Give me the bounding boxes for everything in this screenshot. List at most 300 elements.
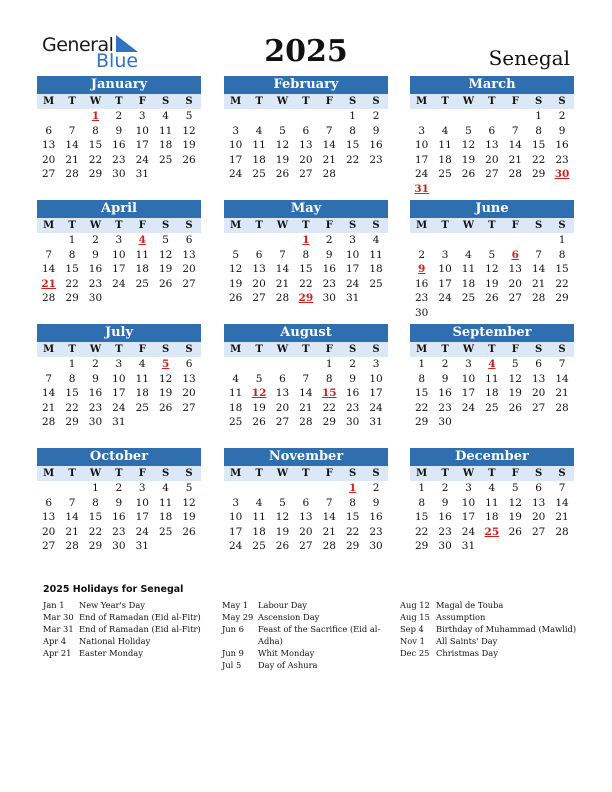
day: 20 — [42, 525, 56, 538]
empty-day — [480, 109, 503, 124]
day: 2 — [441, 358, 449, 370]
day: 6 — [535, 358, 542, 370]
day: 18 — [135, 387, 149, 400]
day: 21 — [555, 511, 569, 524]
day: 29 — [88, 168, 103, 181]
weekday-label: F — [138, 220, 146, 231]
day: 19 — [461, 153, 476, 166]
month-title: March — [410, 76, 574, 94]
weekday-label: T — [488, 220, 496, 231]
holiday-day: 1 — [302, 234, 310, 246]
day: 10 — [461, 496, 476, 509]
weekday-header — [410, 218, 574, 233]
holiday-name: Ascension Day — [258, 612, 320, 622]
day: 23 — [369, 525, 383, 538]
day: 28 — [531, 292, 546, 305]
weekday-label: W — [276, 468, 289, 479]
weekday-label: S — [558, 96, 566, 107]
day: 12 — [275, 139, 290, 152]
day: 26 — [229, 292, 243, 305]
day: 2 — [372, 482, 380, 494]
day: 29 — [65, 292, 79, 305]
day: 8 — [302, 248, 310, 261]
holiday-row — [400, 635, 580, 647]
day: 29 — [88, 540, 103, 553]
month-april — [37, 200, 201, 306]
day: 15 — [345, 511, 360, 524]
day: 22 — [345, 525, 360, 538]
empty-day — [37, 233, 60, 248]
day: 12 — [182, 124, 196, 137]
weekday-header — [410, 466, 574, 481]
day: 25 — [485, 401, 499, 414]
day-grid — [37, 481, 201, 554]
holiday-row — [222, 611, 382, 623]
day: 19 — [158, 263, 173, 276]
day: 21 — [299, 401, 313, 414]
day: 15 — [345, 139, 360, 152]
day: 15 — [415, 387, 429, 400]
day: 19 — [182, 139, 196, 152]
weekday-label: S — [535, 96, 543, 107]
holiday-name: New Year's Day — [79, 600, 145, 610]
day: 5 — [465, 124, 472, 137]
day: 16 — [112, 139, 126, 152]
day: 7 — [535, 248, 542, 261]
day: 21 — [322, 525, 336, 538]
weekday-label: S — [162, 220, 170, 231]
holiday-date: Aug 15 — [400, 612, 430, 622]
weekday-label: T — [302, 344, 310, 355]
day: 16 — [555, 139, 569, 152]
holiday-day: 21 — [41, 277, 56, 290]
holiday-row — [400, 647, 580, 659]
holiday-date: Aug 12 — [400, 600, 430, 610]
day: 27 — [275, 416, 290, 429]
day: 31 — [345, 292, 360, 305]
day-grid — [410, 481, 574, 554]
day: 9 — [115, 124, 123, 137]
holiday-day: 6 — [511, 248, 519, 261]
day: 4 — [162, 110, 169, 122]
weekday-label: M — [230, 468, 242, 479]
day: 23 — [369, 153, 383, 166]
day: 15 — [65, 387, 79, 400]
day: 2 — [115, 482, 123, 494]
holiday-day: 4 — [488, 358, 496, 370]
empty-day — [224, 357, 247, 372]
day: 24 — [229, 168, 243, 181]
month-july — [37, 324, 201, 430]
day: 26 — [485, 292, 499, 305]
holiday-date: May 29 — [222, 612, 254, 622]
day: 19 — [158, 387, 173, 400]
day: 18 — [485, 387, 499, 400]
day: 20 — [299, 525, 313, 538]
day: 27 — [485, 168, 499, 181]
month-march — [410, 76, 574, 197]
empty-day — [480, 233, 503, 248]
holiday-row — [43, 647, 208, 659]
day: 19 — [275, 153, 290, 166]
day: 10 — [112, 372, 126, 385]
month-november — [224, 448, 388, 554]
weekday-label: W — [89, 96, 102, 107]
day: 29 — [345, 540, 360, 553]
weekday-label: T — [255, 468, 263, 479]
empty-day — [224, 233, 247, 248]
day: 24 — [461, 401, 476, 414]
empty-day — [271, 481, 294, 496]
holiday-name: All Saints' Day — [436, 636, 498, 646]
day: 27 — [299, 168, 313, 181]
holiday-day: 29 — [298, 292, 314, 305]
day-grid — [410, 109, 574, 197]
weekday-label: W — [462, 344, 475, 355]
day: 21 — [555, 387, 569, 400]
day: 22 — [415, 525, 429, 538]
holiday-day: 4 — [138, 234, 146, 246]
weekday-label: S — [372, 344, 380, 355]
empty-day — [294, 109, 317, 124]
day: 13 — [252, 263, 266, 276]
day: 17 — [112, 387, 126, 400]
day: 22 — [345, 153, 360, 166]
day: 28 — [508, 168, 522, 181]
empty-day — [318, 109, 341, 124]
weekday-label: T — [68, 468, 76, 479]
weekday-label: W — [462, 220, 475, 231]
day: 8 — [349, 124, 356, 137]
weekday-label: F — [325, 220, 333, 231]
weekday-label: F — [325, 344, 333, 355]
day: 1 — [68, 234, 76, 246]
day: 23 — [88, 277, 103, 290]
day: 18 — [158, 511, 173, 524]
weekday-header — [37, 466, 201, 481]
weekday-label: F — [511, 344, 519, 355]
day: 3 — [441, 248, 449, 261]
day: 12 — [485, 263, 499, 276]
day: 22 — [415, 401, 429, 414]
day: 25 — [229, 416, 243, 429]
holiday-date: Jul 5 — [222, 660, 242, 670]
weekday-label: S — [185, 220, 193, 231]
day: 25 — [158, 525, 173, 538]
day: 22 — [322, 401, 336, 414]
weekday-label: S — [372, 468, 380, 479]
month-title: December — [410, 448, 574, 466]
day: 12 — [229, 263, 243, 276]
day: 25 — [135, 401, 149, 414]
month-title: January — [37, 76, 201, 94]
day: 15 — [415, 511, 429, 524]
day: 10 — [229, 511, 243, 524]
day: 10 — [438, 263, 452, 276]
day: 1 — [349, 110, 356, 122]
holiday-row — [43, 635, 208, 647]
month-august — [224, 324, 388, 430]
day: 29 — [65, 416, 79, 429]
weekday-label: S — [185, 96, 193, 107]
month-february — [224, 76, 388, 182]
day: 18 — [158, 139, 173, 152]
month-june — [410, 200, 574, 321]
day: 17 — [229, 153, 243, 166]
day: 9 — [441, 496, 449, 509]
day: 13 — [299, 139, 313, 152]
day: 20 — [299, 153, 313, 166]
day: 20 — [42, 153, 56, 166]
day: 29 — [415, 416, 429, 429]
day: 16 — [345, 387, 360, 400]
day: 14 — [531, 263, 546, 276]
weekday-label: S — [349, 96, 357, 107]
weekday-label: T — [488, 468, 496, 479]
day: 8 — [535, 124, 542, 137]
weekday-label: S — [535, 344, 543, 355]
day: 25 — [252, 540, 266, 553]
day: 18 — [135, 263, 149, 276]
day: 26 — [158, 401, 173, 414]
weekday-label: T — [255, 220, 263, 231]
day: 9 — [441, 372, 449, 385]
day: 30 — [112, 540, 126, 553]
month-december — [410, 448, 574, 554]
month-october — [37, 448, 201, 554]
weekday-label: T — [115, 96, 123, 107]
weekday-label: W — [276, 344, 289, 355]
day: 10 — [345, 248, 360, 261]
empty-day — [60, 481, 83, 496]
weekday-label: M — [416, 344, 428, 355]
day: 9 — [325, 248, 333, 261]
day: 15 — [88, 511, 103, 524]
day: 25 — [252, 168, 266, 181]
day: 31 — [369, 416, 383, 429]
day: 13 — [275, 387, 290, 400]
weekday-header — [37, 218, 201, 233]
weekday-label: T — [488, 96, 496, 107]
day: 7 — [325, 124, 333, 137]
weekday-label: S — [349, 220, 357, 231]
day: 11 — [438, 139, 452, 152]
day: 11 — [158, 124, 173, 137]
day: 23 — [438, 525, 452, 538]
weekday-label: M — [43, 96, 55, 107]
day: 19 — [485, 277, 499, 290]
day: 1 — [558, 234, 566, 246]
day: 7 — [558, 482, 566, 494]
page-title: 2025 — [264, 34, 348, 69]
day: 31 — [461, 540, 476, 553]
holiday-name: Magal de Touba — [436, 600, 504, 610]
day: 8 — [418, 372, 426, 385]
day: 19 — [508, 387, 522, 400]
month-january — [37, 76, 201, 182]
weekday-label: T — [115, 468, 123, 479]
day: 27 — [42, 540, 56, 553]
day: 12 — [275, 511, 290, 524]
day: 28 — [275, 292, 290, 305]
weekday-label: S — [372, 220, 380, 231]
day: 4 — [162, 482, 169, 494]
day: 9 — [92, 372, 99, 385]
day: 21 — [531, 277, 546, 290]
day: 6 — [302, 124, 310, 137]
day: 28 — [555, 525, 569, 538]
weekday-header — [410, 94, 574, 109]
day: 11 — [229, 387, 243, 400]
holiday-name: Assumption — [436, 612, 486, 622]
day: 9 — [349, 372, 356, 385]
empty-day — [247, 109, 270, 124]
day: 4 — [232, 372, 240, 385]
day: 26 — [275, 540, 290, 553]
day: 4 — [255, 496, 263, 509]
day: 2 — [325, 234, 333, 246]
weekday-label: F — [511, 468, 519, 479]
day: 12 — [508, 372, 522, 385]
day: 28 — [65, 168, 79, 181]
empty-day — [224, 109, 247, 124]
holiday-day: 30 — [554, 168, 570, 181]
weekday-label: F — [325, 468, 333, 479]
weekday-label: F — [138, 344, 146, 355]
day: 20 — [182, 387, 196, 400]
day: 31 — [112, 416, 126, 429]
day: 11 — [485, 496, 499, 509]
holiday-day: 1 — [91, 110, 100, 122]
day: 13 — [182, 248, 196, 261]
day: 18 — [229, 401, 243, 414]
holiday-date: Dec 25 — [400, 648, 430, 658]
weekday-label: S — [372, 96, 380, 107]
day: 9 — [115, 496, 123, 509]
weekday-label: T — [68, 96, 76, 107]
day: 15 — [88, 139, 103, 152]
day: 13 — [42, 139, 56, 152]
day: 26 — [182, 525, 196, 538]
day: 6 — [279, 372, 286, 385]
holiday-row — [43, 599, 208, 611]
day: 5 — [185, 110, 193, 122]
day: 17 — [369, 387, 383, 400]
day: 14 — [555, 496, 569, 509]
day: 2 — [441, 482, 449, 494]
day: 7 — [302, 372, 310, 385]
day: 17 — [461, 387, 476, 400]
day: 25 — [369, 277, 383, 290]
weekday-label: T — [441, 96, 449, 107]
day: 17 — [438, 277, 452, 290]
empty-day — [504, 233, 527, 248]
day: 16 — [322, 263, 336, 276]
holiday-row — [43, 623, 208, 635]
day: 23 — [112, 525, 126, 538]
day: 7 — [45, 372, 53, 385]
day: 19 — [229, 277, 243, 290]
logo-blue-text: Blue — [96, 50, 139, 72]
day: 2 — [558, 110, 566, 122]
day: 3 — [232, 124, 240, 137]
weekday-label: W — [276, 220, 289, 231]
day: 28 — [322, 540, 336, 553]
empty-day — [410, 233, 433, 248]
day: 14 — [508, 139, 522, 152]
day: 16 — [415, 277, 429, 290]
holidays-title: 2025 Holidays for Senegal — [43, 584, 184, 595]
day: 22 — [65, 401, 79, 414]
day: 12 — [461, 139, 476, 152]
day: 8 — [349, 496, 356, 509]
day: 12 — [158, 248, 173, 261]
month-title: June — [410, 200, 574, 218]
weekday-label: T — [255, 344, 263, 355]
holiday-column — [222, 599, 382, 671]
empty-day — [247, 481, 270, 496]
day: 16 — [438, 387, 452, 400]
day: 4 — [255, 124, 263, 137]
day: 13 — [299, 511, 313, 524]
country-name: Senegal — [488, 46, 570, 70]
day: 26 — [252, 416, 266, 429]
day: 17 — [345, 263, 360, 276]
day: 11 — [252, 139, 266, 152]
day: 3 — [115, 234, 123, 246]
day: 12 — [158, 372, 173, 385]
day: 5 — [488, 248, 496, 261]
month-title: July — [37, 324, 201, 342]
day: 16 — [112, 511, 126, 524]
day: 4 — [465, 248, 472, 261]
weekday-label: S — [349, 344, 357, 355]
empty-day — [294, 357, 317, 372]
holiday-name: Easter Monday — [79, 648, 143, 658]
day: 23 — [345, 401, 360, 414]
month-title: September — [410, 324, 574, 342]
day-grid — [224, 109, 388, 182]
day: 5 — [232, 248, 240, 261]
day: 4 — [441, 124, 449, 137]
weekday-header — [224, 218, 388, 233]
weekday-label: S — [162, 96, 170, 107]
weekday-label: M — [416, 468, 428, 479]
holiday-day: 9 — [418, 263, 426, 276]
day: 23 — [438, 401, 452, 414]
empty-day — [457, 109, 480, 124]
day: 20 — [508, 277, 522, 290]
day: 25 — [438, 168, 452, 181]
day: 10 — [415, 139, 429, 152]
holiday-date: Nov 1 — [400, 636, 425, 646]
day: 30 — [369, 540, 383, 553]
weekday-label: T — [302, 468, 310, 479]
day: 12 — [508, 496, 522, 509]
day: 15 — [531, 139, 546, 152]
day: 7 — [511, 124, 519, 137]
day: 26 — [508, 525, 522, 538]
day: 22 — [65, 277, 79, 290]
day: 11 — [252, 511, 266, 524]
day: 21 — [65, 153, 79, 166]
weekday-label: M — [43, 220, 55, 231]
weekday-label: T — [115, 220, 123, 231]
day: 17 — [112, 263, 126, 276]
empty-day — [527, 233, 550, 248]
day: 26 — [275, 168, 290, 181]
day: 8 — [68, 248, 76, 261]
